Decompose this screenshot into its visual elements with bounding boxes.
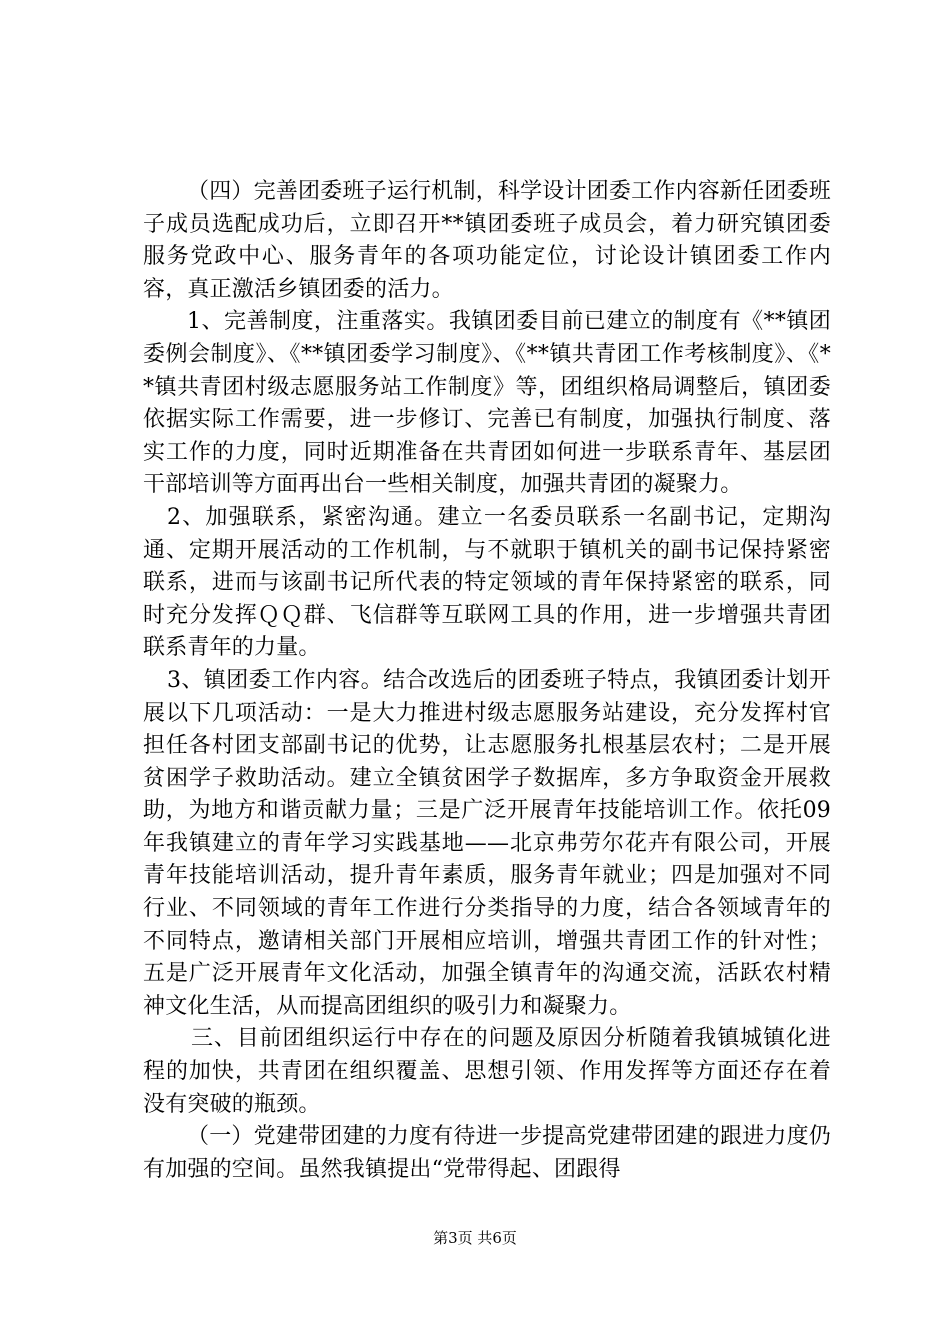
page-footer: 第3页 共6页 [433, 1229, 517, 1247]
paragraph-subsection-one: （一）党建带团建的力度有待进一步提高党建带团建的跟进力度仍有加强的空间。虽然我镇提出“党带得起、团跟得 [143, 1124, 831, 1182]
paragraph-item-3: 3、镇团委工作内容。结合改选后的团委班子特点，我镇团委计划开展以下几项活动：一是大力推进村级志愿服务站建设，充分发挥村官担任各村团支部副书记的优势，让志愿服务扎根基层农村；二是开展贫困学子救助活动。建立全镇贫困学子数据库，多方争取资金开展救助，为地方和谐贡献力量；三是广泛开展青年技能培训工作。依托09年我镇建立的青年学习实践基地——北京弗劳尔花卉有限公司，开展青年技能培训活动，提升青年素质，服务青年就业；四是加强对不同行业、不同领域的青年工作进行分类指导的力度，结合各领域青年的不同特点，邀请相关部门开展相应培训，增强共青团工作的针对性；五是广泛开展青年文化活动，加强全镇青年的沟通交流，活跃农村精神文化生活，从而提高团组织的吸引力和凝聚力。 [143, 667, 831, 1019]
paragraph-section-four: （四）完善团委班子运行机制，科学设计团委工作内容新任团委班子成员选配成功后，立即召开**镇团委班子成员会，着力研究镇团委服务党政中心、服务青年的各项功能定位，讨论设计镇团委工作内容，真正激活乡镇团委的活力。 [143, 179, 831, 302]
document-body [143, 176, 831, 1186]
paragraph-item-1: 1、完善制度，注重落实。我镇团委目前已建立的制度有《**镇团委例会制度》、《**镇团委学习制度》、《**镇共青团工作考核制度》、《**镇共青团村级志愿服务站工作制度》等，团组织格局调整后，镇团委依据实际工作需要，进一步修订、完善已有制度，加强执行制度、落实工作的力度，同时近期准备在共青团如何进一步联系青年、基层团干部培训等方面再出台一些相关制度，加强共青团的凝聚力。 [143, 309, 831, 498]
paragraph-item-2: 2、加强联系，紧密沟通。建立一名委员联系一名副书记，定期沟通、定期开展活动的工作机制，与不就职于镇机关的副书记保持紧密联系，进而与该副书记所代表的特定领域的青年保持紧密的联系，同时充分发挥ＱＱ群、飞信群等互联网工具的作用，进一步增强共青团联系青年的力量。 [143, 504, 831, 661]
paragraph-section-three: 三、目前团组织运行中存在的问题及原因分析随着我镇城镇化进程的加快，共青团在组织覆盖、思想引领、作用发挥等方面还存在着没有突破的瓶颈。 [143, 1026, 831, 1117]
